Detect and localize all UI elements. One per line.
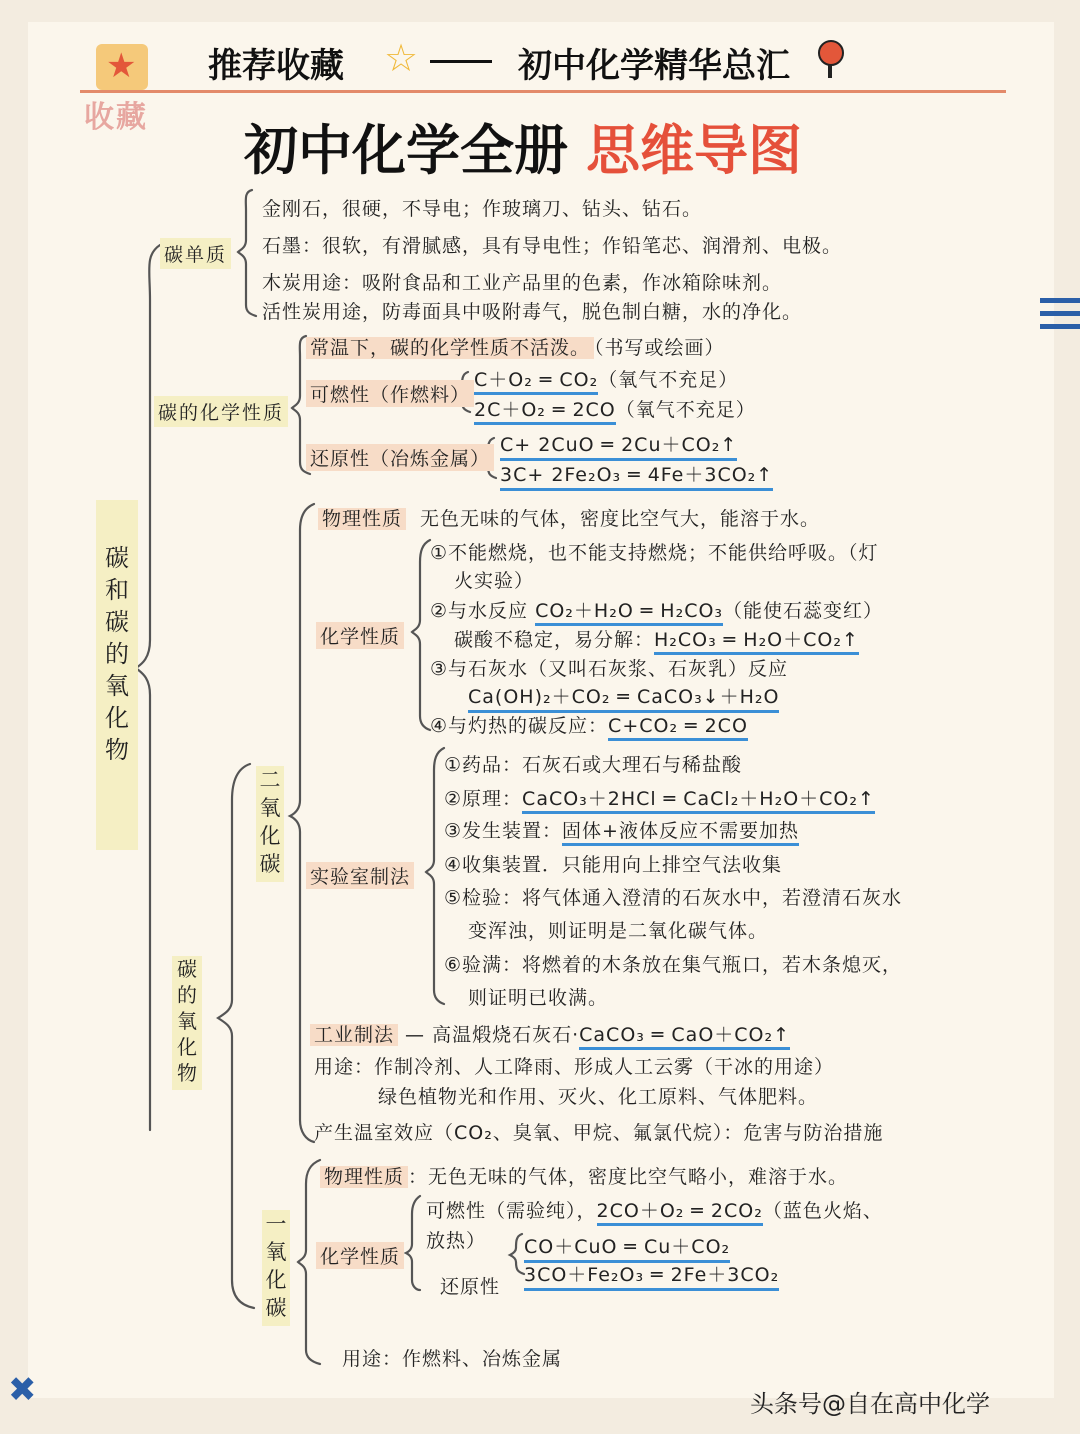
combustible-eq-1-note: （氧气不充足） xyxy=(598,369,739,391)
co2-lab-2 xyxy=(444,784,875,811)
co2-lab-label: 实验室制法 xyxy=(306,862,414,889)
co2-chem-3: ③与石灰水（又叫石灰浆、石灰乳）反应 xyxy=(430,658,789,680)
stable-note: （书写或绘画） xyxy=(594,337,725,359)
carbon-elements-line-1: 金刚石，很硬，不导电；作玻璃刀、钻头、钻石。 xyxy=(262,198,703,220)
co-reducing-eq-1: CO＋CuO ═ Cu＋CO₂ xyxy=(524,1232,730,1263)
co2-chem-3b: Ca(OH)₂＋CO₂ ═ CaCO₃↓＋H₂O xyxy=(468,682,779,713)
co-label: 一氧化碳 xyxy=(265,1212,287,1320)
node-carbon-elements: 碳单质 xyxy=(160,238,231,269)
combustible-eq-2-formula: 2C＋O₂ ═ 2CO xyxy=(474,399,616,425)
reducing-eq-1: C+ 2CuO ═ 2Cu＋CO₂↑ xyxy=(500,430,737,461)
carbon-elements-line-3: 木炭用途：吸附食品和工业产品里的色素，作冰箱除味剂。 xyxy=(262,272,783,294)
co2-lab-6: ⑥验满：将燃着的木条放在集气瓶口，若木条熄灭， xyxy=(444,954,903,976)
co2-chem-4-eq: C+CO₂ ═ 2CO xyxy=(608,715,748,741)
co2-physical-text: 无色无味的气体，密度比空气大，能溶于水。 xyxy=(420,508,821,530)
title-red: 思维导图 xyxy=(586,119,802,182)
co2-chem-4-label: ④与灼热的碳反应： xyxy=(430,715,609,737)
co-combustible-2: 放热） xyxy=(426,1230,487,1252)
node-co xyxy=(262,1210,290,1326)
co2-lab-2-label: ②原理： xyxy=(444,788,523,810)
co2-chem-2b-label: 碳酸不稳定，易分解： xyxy=(454,629,655,651)
co2-lab-4: ④收集装置．只能用向上排空气法收集 xyxy=(444,854,783,876)
header-left-text: 推荐收藏 xyxy=(208,46,344,86)
co2-greenhouse: 产生温室效应（CO₂、臭氧、甲烷、氟氯代烷）：危害与防治措施 xyxy=(314,1122,884,1144)
combustible-eq-2 xyxy=(474,395,756,422)
co-combustible xyxy=(426,1196,883,1223)
carbon-chemical-stable xyxy=(306,333,725,360)
co-reducing-eq-2: 3CO＋Fe₂O₃ ═ 2Fe＋3CO₂ xyxy=(524,1260,779,1291)
co2-industry-text: — 高温煅烧石灰石· xyxy=(398,1024,580,1046)
combustible-eq-1 xyxy=(474,365,738,392)
co2-industry-label: 工业制法 xyxy=(310,1024,398,1046)
co-combustible-note: （蓝色火焰、 xyxy=(762,1200,883,1222)
co-chemical-label: 化学性质 xyxy=(316,1242,404,1269)
node-co2 xyxy=(256,766,284,882)
carbon-oxides-label: 碳的氧化物 xyxy=(177,957,197,1085)
star-icon: ★ xyxy=(106,46,137,86)
carbon-elements-line-4: 活性炭用途，防毒面具中吸附毒气，脱色制白糖，水的净化。 xyxy=(262,301,803,323)
co-physical-label: 物理性质 xyxy=(320,1166,408,1188)
collect-stamp: 收藏 xyxy=(84,100,148,135)
co2-chem-2-eq: CO₂＋H₂O ═ H₂CO₃ xyxy=(535,600,723,626)
co-combustible-eq: 2CO＋O₂ ═ 2CO₂ xyxy=(597,1200,763,1226)
co2-chem-2b-eq: H₂CO₃ ═ H₂O＋CO₂↑ xyxy=(654,629,859,655)
root-label: 碳和碳的氧化物 xyxy=(105,544,129,764)
co-combustible-label: 可燃性（需验纯）， xyxy=(426,1200,597,1222)
co2-lab-3 xyxy=(444,816,799,843)
pinwheel-icon: ✖ xyxy=(8,1370,37,1410)
co2-lab-5b: 变浑浊，则证明是二氧化碳气体。 xyxy=(468,920,769,942)
co2-uses-2: 绿色植物光和作用、灭火、化工原料、气体肥料。 xyxy=(378,1086,819,1108)
co2-chem-1: ①不能燃烧，也不能支持燃烧；不能供给呼吸。（灯 xyxy=(430,542,879,564)
stable-highlight: 常温下，碳的化学性质不活泼。 xyxy=(306,337,594,359)
co-reducing-label: 还原性 xyxy=(440,1276,501,1298)
title-black: 初中化学全册 xyxy=(244,119,568,182)
watermark: 头条号@自在高中化学 xyxy=(750,1390,990,1418)
co-physical-text: ：无色无味的气体，密度比空气略小，难溶于水。 xyxy=(408,1166,849,1188)
co2-lab-2-eq: CaCO₃＋2HCl ═ CaCl₂＋H₂O＋CO₂↑ xyxy=(522,788,875,814)
header-right-text: 初中化学精华总汇 xyxy=(518,46,790,86)
co2-chem-1b: 火实验） xyxy=(454,570,535,592)
co2-lab-3-label: ③发生装置： xyxy=(444,820,563,842)
co2-label: 二氧化碳 xyxy=(259,768,281,876)
co2-lab-3-text: 固体+液体反应不需要加热 xyxy=(562,820,799,846)
co2-lab-6b: 则证明已收满。 xyxy=(468,987,609,1009)
header-star-icon: ☆ xyxy=(384,36,419,80)
combustible-eq-2-note: （氧气不充足） xyxy=(615,399,756,421)
co2-industry-eq: CaCO₃ ═ CaO＋CO₂↑ xyxy=(579,1024,790,1050)
co2-lab-5: ⑤检验：将气体通入澄清的石灰水中，若澄清石灰水 xyxy=(444,887,903,909)
combustible-eq-1-formula: C＋O₂ ═ CO₂ xyxy=(474,369,598,395)
node-carbon-chemical: 碳的化学性质 xyxy=(154,396,288,427)
co2-lab-1: ①药品：石灰石或大理石与稀盐酸 xyxy=(444,754,743,776)
root-node xyxy=(96,500,138,850)
carbon-elements-line-2: 石墨：很软，有滑腻感，具有导电性；作铅笔芯、润滑剂、电极。 xyxy=(262,235,843,257)
node-reducing: 还原性（冶炼金属） xyxy=(306,444,494,471)
node-carbon-oxides xyxy=(172,956,202,1090)
co-physical xyxy=(320,1162,848,1189)
co2-chemical-label: 化学性质 xyxy=(316,622,404,649)
co2-physical xyxy=(318,504,820,531)
co-uses: 用途：作燃料、冶炼金属 xyxy=(342,1348,563,1370)
reducing-eq-2: 3C+ 2Fe₂O₃ ═ 4Fe＋3CO₂↑ xyxy=(500,460,773,491)
co2-industry xyxy=(310,1020,790,1047)
co2-chem-2 xyxy=(430,596,883,623)
node-combustible: 可燃性（作燃料） xyxy=(306,380,474,407)
co2-uses-1: 用途：作制冷剂、人工降雨、形成人工云雾（干冰的用途） xyxy=(314,1056,835,1078)
co2-chem-2-label: ②与水反应 xyxy=(430,600,536,622)
co2-physical-label: 物理性质 xyxy=(318,508,406,530)
co2-chem-4 xyxy=(430,711,748,738)
co2-chem-2b xyxy=(454,625,859,652)
co2-chem-2-note: （能使石蕊变红） xyxy=(723,600,884,622)
